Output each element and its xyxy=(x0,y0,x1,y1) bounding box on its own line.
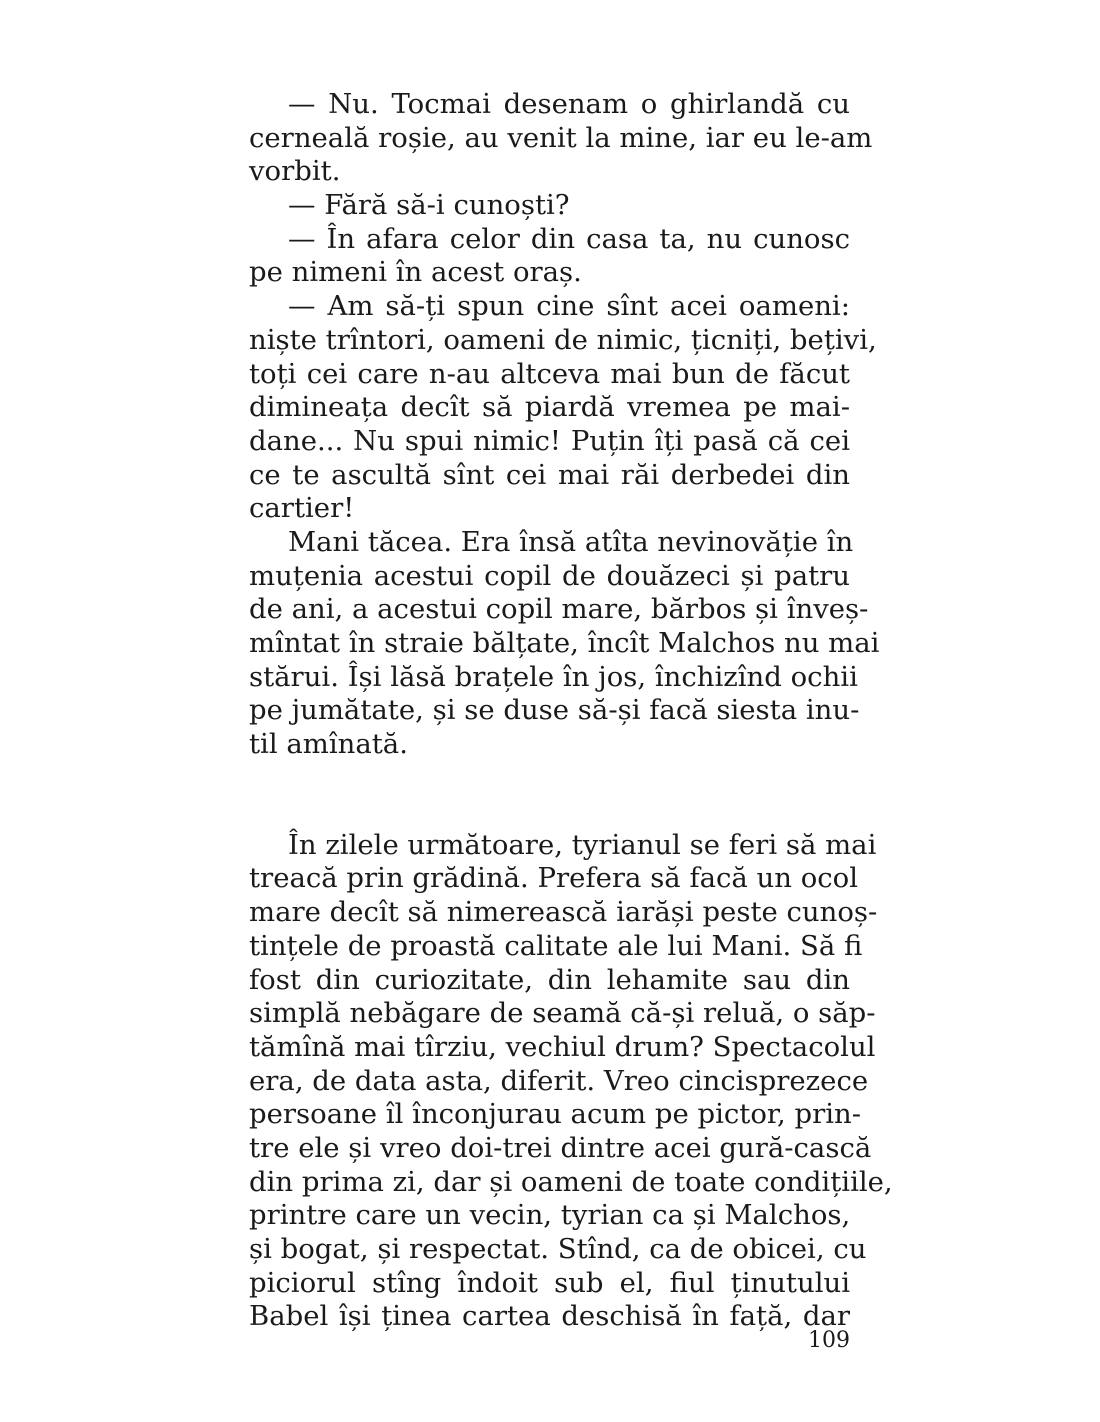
text-line: ce te ascultă sînt cei mai răi derbedei din xyxy=(249,458,850,491)
text-line: și bogat, și respectat. Stînd, ca de obicei, cu xyxy=(249,1233,867,1265)
text-line: pe nimeni în acest oraș. xyxy=(249,256,582,289)
text-line: persoane îl înconjurau acum pe pictor, prin- xyxy=(249,1098,862,1131)
text-line: dimineața decît să piardă vremea pe mai- xyxy=(249,391,850,424)
text-line: cartier! xyxy=(249,492,355,525)
text-line: dane... Nu spui nimic! Puțin îți pasă că cei xyxy=(249,424,850,457)
paragraph xyxy=(249,88,873,189)
text-line: toți cei care n-au altceva mai bun de făcut xyxy=(249,357,850,390)
paragraph xyxy=(249,828,893,1334)
text-line: Babel își ținea cartea deschisă în față, dar xyxy=(249,1300,850,1333)
text-line: tămînă mai tîrziu, vechiul drum? Spectacolul xyxy=(249,1030,876,1063)
text-line: muțenia acestui copil de douăzeci și patru xyxy=(249,559,850,592)
text-line: tre ele și vreo doi-trei dintre acei gură-cască xyxy=(249,1131,872,1164)
text-line: era, de data asta, diferit. Vreo cincisprezece xyxy=(249,1064,869,1097)
text-line: piciorul stîng îndoit sub el, fiul ținutului xyxy=(249,1266,850,1299)
text-line: vorbit. xyxy=(249,155,341,188)
text-line: tințele de proastă calitate ale lui Mani. Să fi xyxy=(249,929,863,962)
text-line: de ani, a acestui copil mare, bărbos și înveș- xyxy=(249,593,869,626)
paragraph xyxy=(249,525,880,762)
text-line: printre care un vecin, tyrian ca și Malchos, xyxy=(249,1199,851,1232)
text-line: — Am să-ți spun cine sînt acei oameni: xyxy=(288,290,850,323)
text-line: Mani tăcea. Era însă atîta nevinovăție în xyxy=(288,525,854,558)
text-line: — În afara celor din casa ta, nu cunosc xyxy=(288,222,850,255)
text-line: pe jumătate, și se duse să-și facă siesta inu- xyxy=(249,694,860,727)
paragraph xyxy=(249,223,850,290)
text-line: treacă prin grădină. Prefera să facă un ocol xyxy=(249,862,859,895)
text-line: simplă nebăgare de seamă că-și reluă, o săp- xyxy=(249,997,876,1030)
paragraph xyxy=(249,290,877,526)
text-line: — Fără să-i cunoști? xyxy=(288,189,570,222)
text-line: cerneală roșie, au venit la mine, iar eu le-am xyxy=(249,121,873,154)
page-number: 109 xyxy=(808,1328,850,1353)
text-line: mîntat în straie bălțate, încît Malchos nu mai xyxy=(249,627,880,659)
text-line: fost din curiozitate, din lehamite sau din xyxy=(249,963,850,996)
section-break xyxy=(249,762,850,829)
text-line: niște trîntori, oameni de nimic, țicniți, bețivi, xyxy=(249,323,877,356)
text-line: mare decît să nimerească iarăși peste cunoș- xyxy=(249,896,878,929)
paragraph xyxy=(249,189,850,223)
text-line: til amînată. xyxy=(249,728,408,761)
text-line: În zilele următoare, tyrianul se feri să mai xyxy=(288,828,877,861)
text-line: — Nu. Tocmai desenam o ghirlandă cu xyxy=(288,88,850,120)
page-body xyxy=(249,88,893,1334)
text-line: din prima zi, dar și oameni de toate condițiile, xyxy=(249,1165,893,1198)
text-line: stărui. Își lăsă brațele în jos, închizînd ochii xyxy=(249,660,858,693)
